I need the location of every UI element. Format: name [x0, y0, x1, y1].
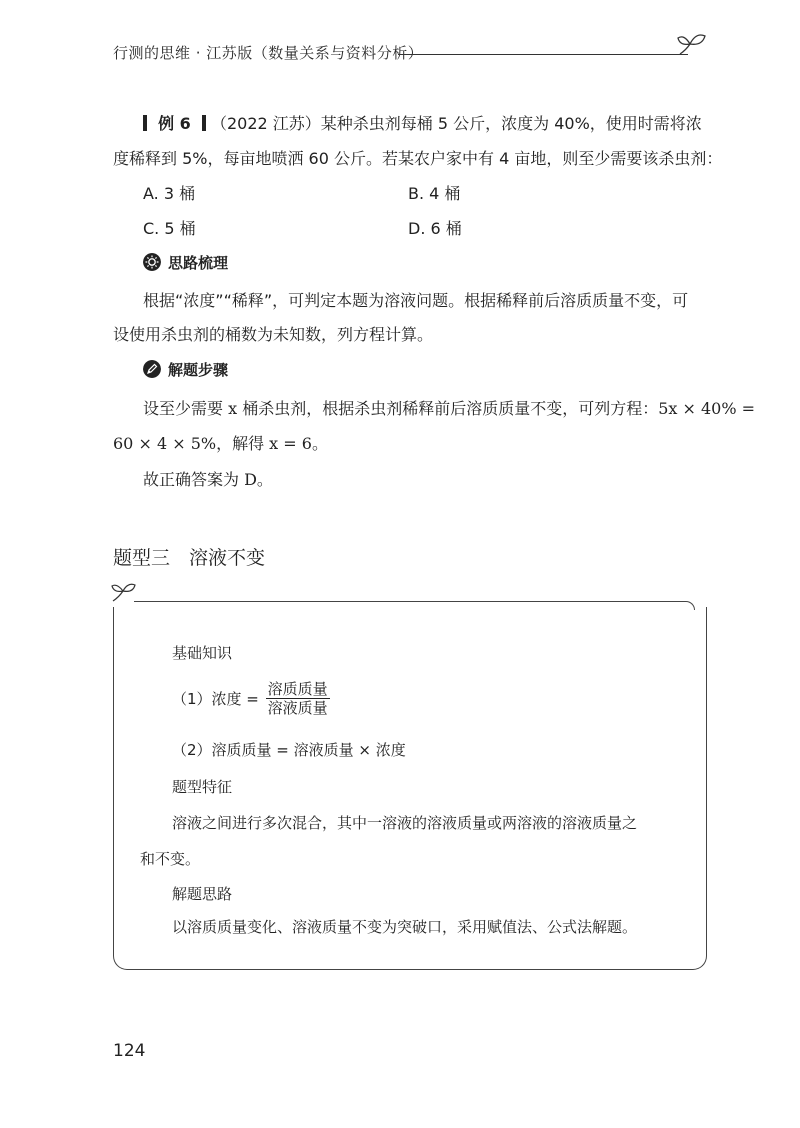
features-heading: 题型特征 — [172, 778, 233, 796]
option-c: C. 5 桶 — [143, 219, 196, 238]
option-b: B. 4 桶 — [408, 184, 461, 203]
example-stem-2: 度稀释到 5%，每亩地喷洒 60 公斤。若某农户家中有 4 亩地，则至少需要该杀虫剂： — [113, 149, 723, 168]
option-a: A. 3 桶 — [143, 184, 196, 203]
features-line-2: 和不变。 — [140, 850, 201, 868]
example-stem-1: （2022 江苏）某种杀虫剂每桶 5 公斤，浓度为 40%，使用时需将浓 — [211, 114, 702, 133]
running-header: 行测的思维 · 江苏版（数量关系与资料分析） — [113, 44, 424, 62]
solution-answer: 故正确答案为 D。 — [143, 470, 273, 489]
fraction-numerator: 溶质质量 — [267, 680, 328, 698]
page-number: 124 — [113, 1041, 146, 1061]
label-bar-left — [143, 115, 147, 131]
analysis-heading: 思路梳理 — [168, 254, 229, 272]
solution-heading: 解题步骤 — [168, 361, 229, 379]
lightbulb-icon — [143, 253, 161, 271]
analysis-line-2: 设使用杀虫剂的桶数为未知数，列方程计算。 — [113, 325, 434, 344]
basics-heading: 基础知识 — [172, 644, 233, 662]
solution-line-2: 60 × 4 × 5%，解得 x = 6。 — [113, 434, 328, 453]
formula-1-prefix: （1）浓度 = — [172, 690, 259, 708]
analysis-line-1: 根据“浓度”“稀释”，可判定本题为溶液问题。根据稀释前后溶质质量不变，可 — [143, 291, 689, 310]
approach-heading: 解题思路 — [172, 885, 233, 903]
example-line-1 — [143, 111, 702, 134]
sprout-icon — [111, 581, 137, 603]
sprout-icon — [676, 30, 708, 56]
fraction-denominator: 溶液质量 — [267, 699, 328, 717]
pen-icon — [143, 360, 161, 378]
section-title: 题型三 溶液不变 — [113, 547, 266, 569]
formula-solute: （2）溶质质量 = 溶液质量 × 浓度 — [172, 741, 406, 759]
example-label: 例 6 — [158, 114, 191, 133]
fraction — [266, 680, 330, 717]
approach-text: 以溶质质量变化、溶液质量不变为突破口，采用赋值法、公式法解题。 — [172, 918, 638, 936]
label-bar-right — [202, 115, 206, 131]
header-rule — [398, 54, 688, 55]
features-line-1: 溶液之间进行多次混合，其中一溶液的溶液质量或两溶液的溶液质量之 — [172, 814, 638, 832]
solution-line-1: 设至少需要 x 桶杀虫剂，根据杀虫剂稀释前后溶质质量不变，可列方程：5x × 40% = — [143, 399, 756, 418]
formula-concentration — [172, 680, 330, 717]
option-d: D. 6 桶 — [408, 219, 462, 238]
